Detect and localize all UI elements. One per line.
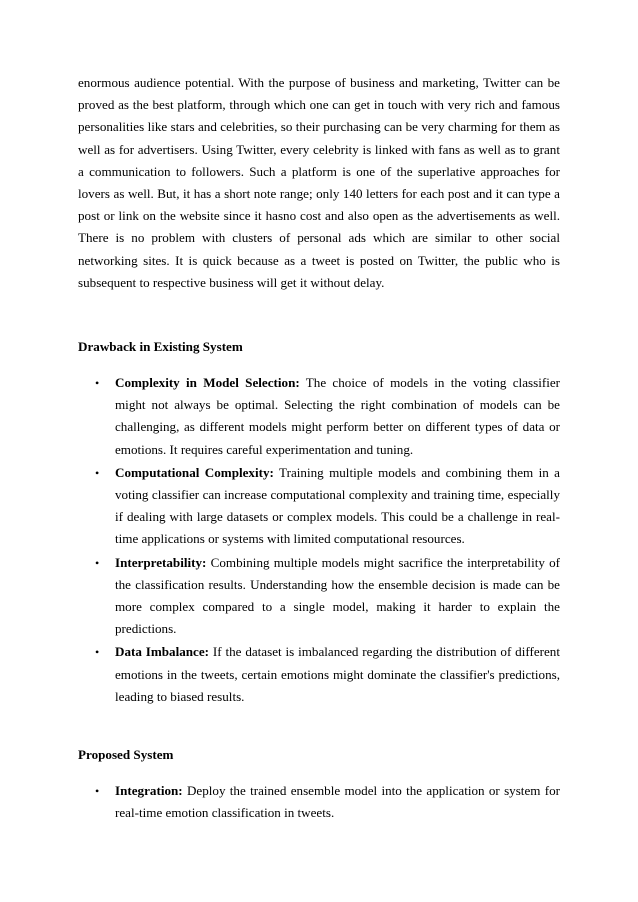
- drawback-heading: Drawback in Existing System: [78, 339, 243, 355]
- document-page: [78, 72, 560, 825]
- item-text: If the dataset is imbalanced regarding the distribution of different emotions in the tweets, certain emotions might dominate the classifier's predictions, leading to biased results.: [115, 644, 560, 704]
- item-term: Computational Complexity:: [115, 464, 274, 480]
- bullet-icon: •: [95, 784, 100, 799]
- drawback-list: [78, 372, 560, 708]
- list-item: [78, 552, 560, 641]
- item-term: Complexity in Model Selection:: [115, 375, 300, 391]
- item-term: Integration:: [115, 783, 183, 799]
- list-item: [78, 641, 560, 708]
- item-term: Data Imbalance:: [115, 644, 210, 660]
- proposed-heading: Proposed System: [78, 747, 174, 763]
- bullet-icon: •: [95, 376, 100, 391]
- list-item: [78, 462, 560, 551]
- list-item: [78, 372, 560, 461]
- item-text: Deploy the trained ensemble model into the application or system for real-time emotion classification in tweets.: [115, 783, 560, 821]
- bullet-icon: •: [95, 465, 100, 480]
- item-text: Training multiple models and combining them in a voting classifier can increase computational complexity and training time, especially if dealing with large datasets or complex models. This could be a challenge in real-time applications or systems with limited computational resources.: [115, 464, 560, 547]
- list-item: [78, 780, 560, 824]
- item-text: Combining multiple models might sacrifice the interpretability of the classification results. Understanding how the ensemble decision is made can be more complex compared to a single model, making it harder to explain the predictions.: [115, 554, 560, 637]
- proposed-list: [78, 780, 560, 824]
- bullet-icon: •: [95, 645, 100, 660]
- bullet-icon: •: [95, 555, 100, 570]
- item-text: The choice of models in the voting classifier might not always be optimal. Selecting the right combination of models can be challenging, as different models might perform better on different types of data or emotions. It requires careful experimentation and tuning.: [115, 375, 560, 457]
- intro-paragraph: enormous audience potential. With the purpose of business and marketing, Twitter can be proved as the best platform, through which one can get in touch with very rich and famous personalities like stars and celebrities, so their purchasing can be very charming for them as well as for advertisers. Using Twitter, every celebrity is linked with fans as well as to grant a communication to followers. Such a platform is one of the superlative approaches for lovers as well. But, it has a short note range; only 140 letters for each post and it can type a post or link on the website since it hasno cost and also open as the advertisements as well. There is no problem with clusters of personal ads which are similar to other social networking sites. It is quick because as a tweet is posted on Twitter, the public who is subsequent to respective business will get it without delay.: [78, 75, 560, 290]
- item-term: Interpretability:: [115, 554, 207, 570]
